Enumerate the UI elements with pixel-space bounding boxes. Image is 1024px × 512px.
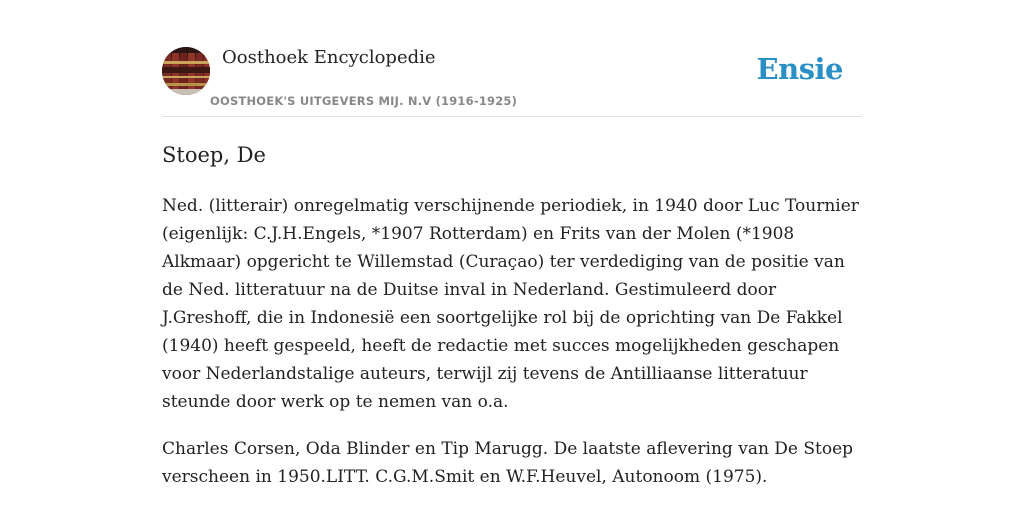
entry-body: [162, 192, 862, 510]
source-avatar[interactable]: [162, 47, 210, 95]
source-title[interactable]: Oosthoek Encyclopedie: [222, 47, 436, 68]
books-icon: [162, 47, 210, 95]
source-header: [162, 0, 862, 117]
entry-title: Stoep, De: [162, 143, 266, 167]
entry-paragraph: Charles Corsen, Oda Blinder en Tip Marugg. De laatste aflevering van De Stoep verscheen in 1950.LITT. C.G.M.Smit en W.F.Heuvel, Autonoom (1975).: [162, 439, 854, 487]
entry-paragraph: Ned. (litterair) onregelmatig verschijnende periodiek, in 1940 door Luc Tournier (eigenlijk: C.J.H.Engels, *1907 Rotterdam) en Frits van der Molen (*1908 Alkmaar) opgericht te Willemstad (Curaçao) ter verdediging van de positie van de Ned. litteratuur na de Duitse inval in Nederland. Gestimuleerd door J.Greshoff, die in Indonesië een soortgelijke rol bij de oprichting van De Fakkel (1940) heeft gespeeld, heeft de redactie met succes mogelijkheden geschapen voor Nederlandstalige auteurs, terwijl zij tevens de Antilliaanse litteratuur steunde door werk op te nemen van o.a.: [162, 196, 859, 412]
ensie-logo[interactable]: Ensie: [756, 52, 843, 86]
page: [162, 0, 862, 512]
source-subtitle: OOSTHOEK'S UITGEVERS MIJ. N.V (1916-1925): [210, 94, 518, 108]
